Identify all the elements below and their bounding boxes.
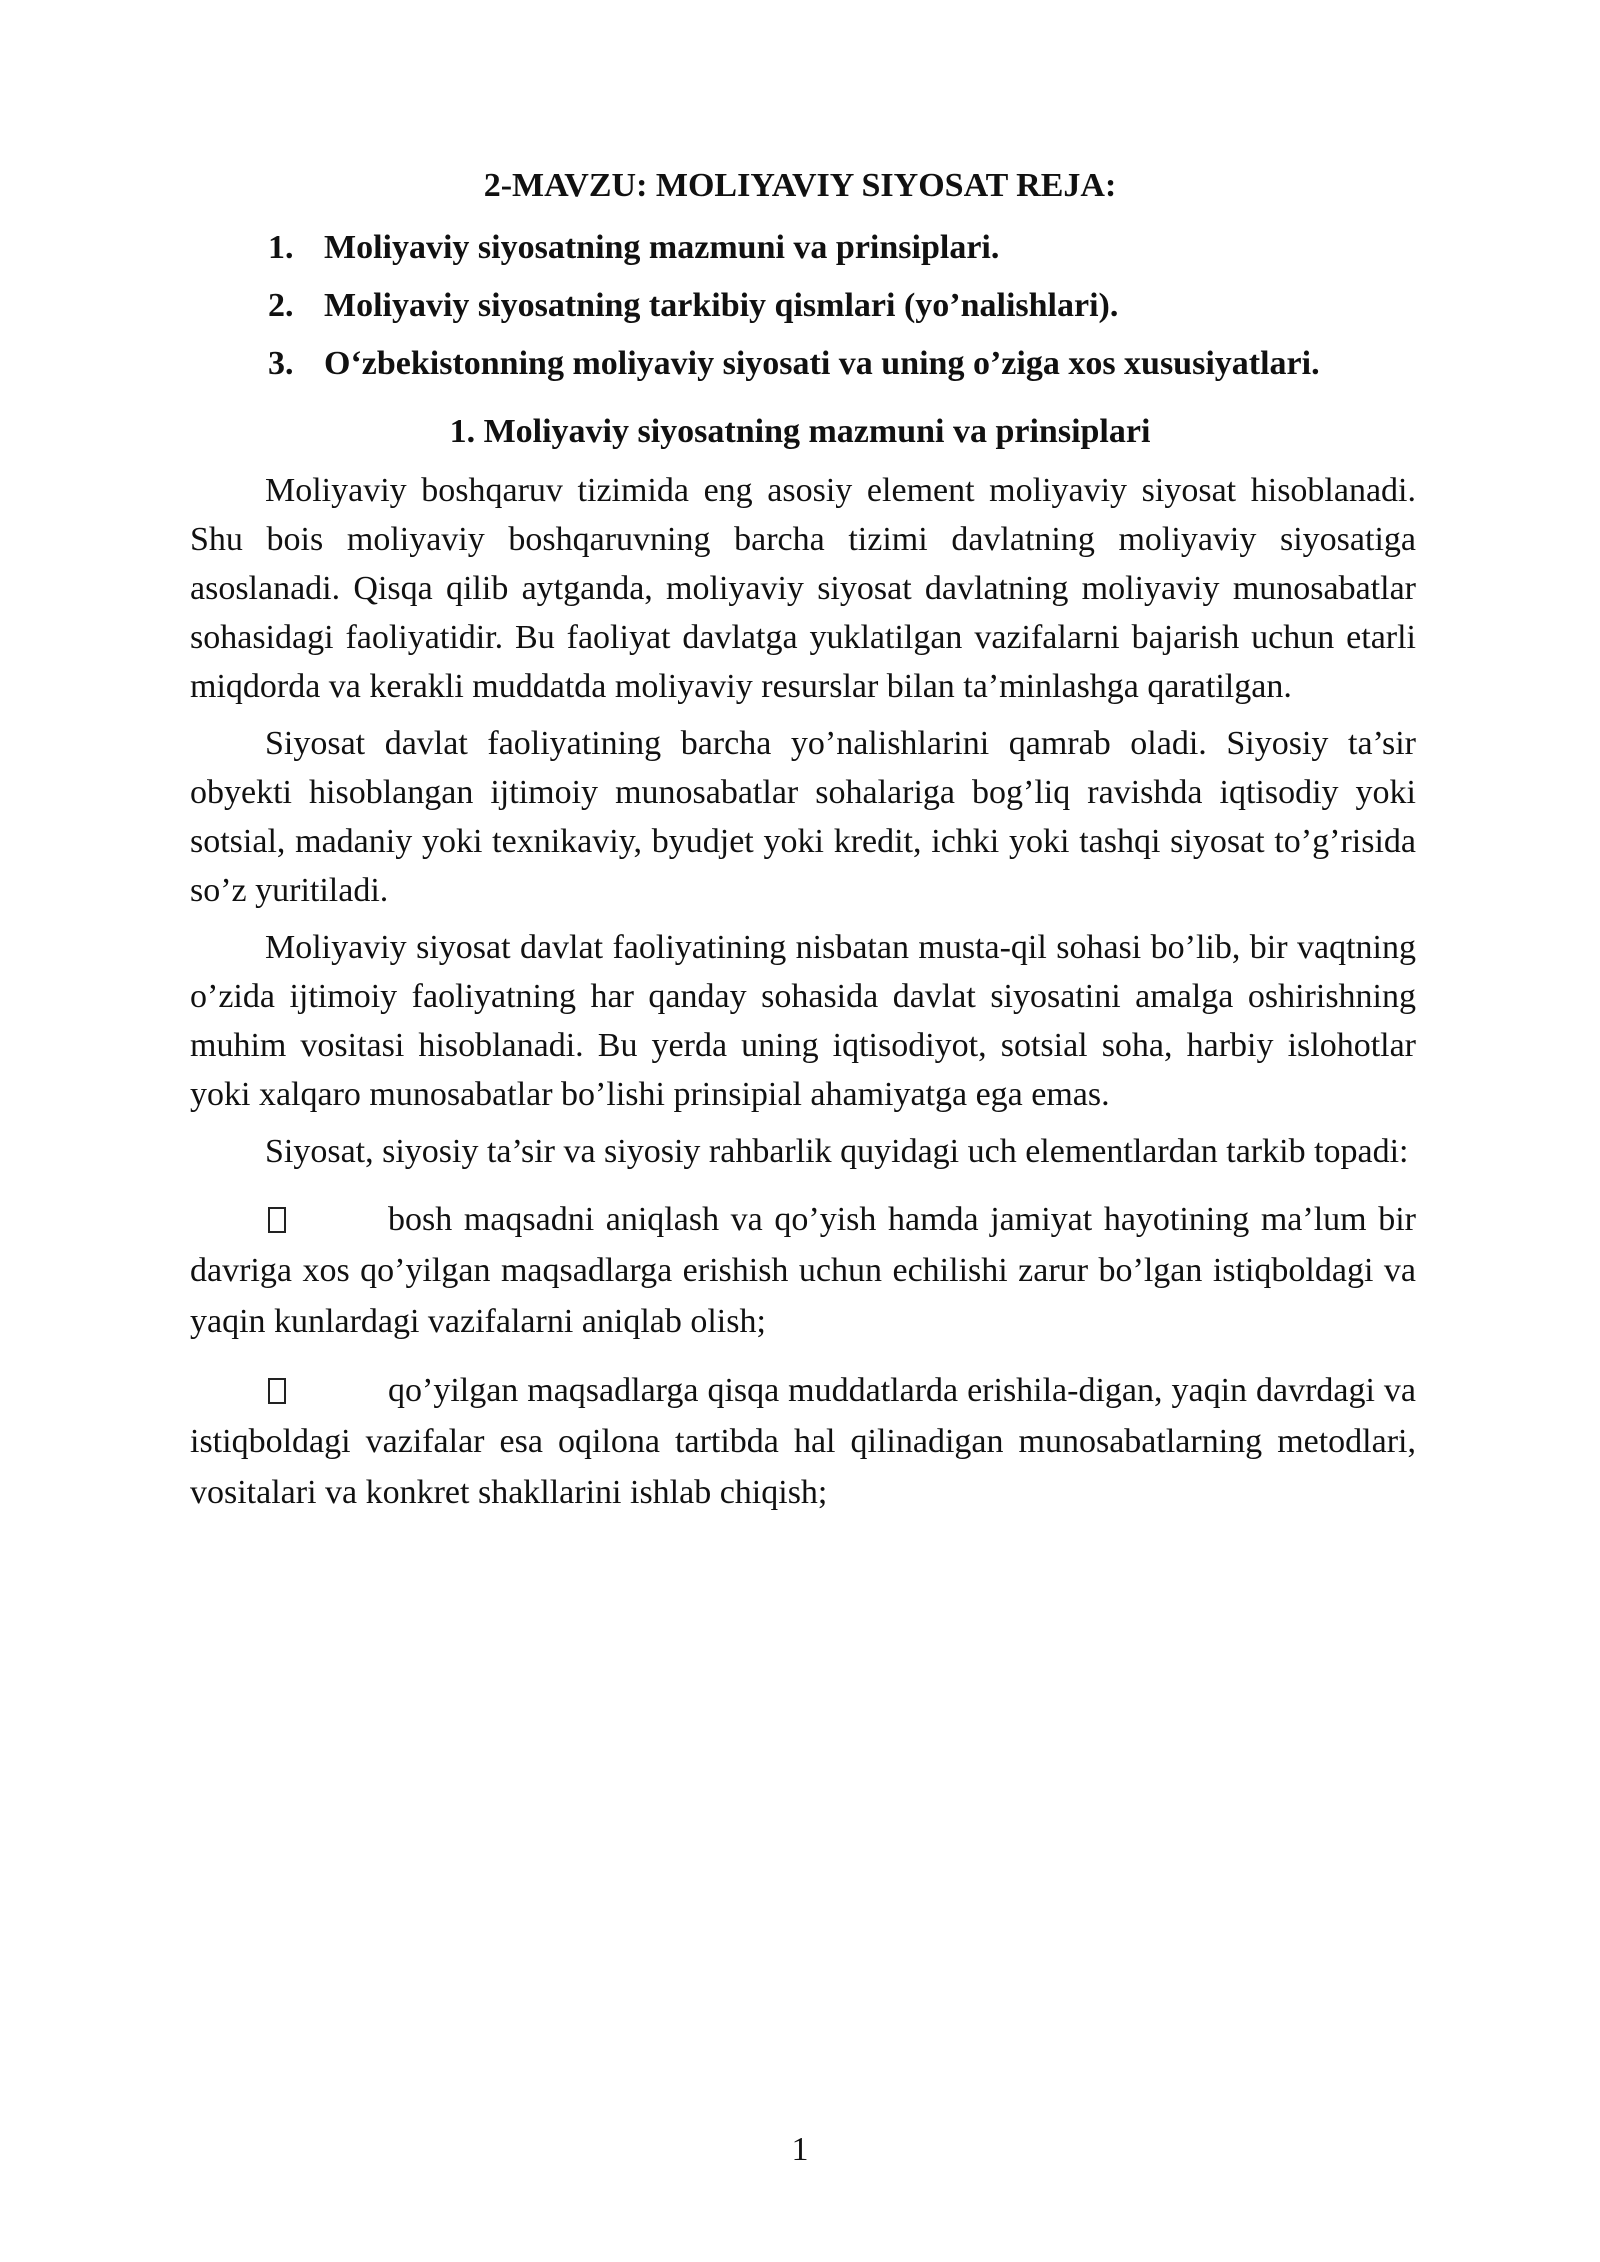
bullet-item: [190, 1365, 1416, 1518]
bullet-text: bosh maqsadni aniqlash va qo’yish hamda jamiyat hayotining ma’lum bir davriga xos qo’yilgan maqsadlarga erishish uchun echilishi zarur bo’lgan istiqboldagi va yaqin kunlardagi vazifalarni aniqlab olish;: [190, 1201, 1416, 1340]
page-title: 2-MAVZU: MOLIYAVIY SIYOSAT REJA:: [483, 167, 1117, 204]
plan-list: [268, 226, 1468, 400]
plan-item: [268, 226, 1468, 284]
body-text: [190, 466, 1416, 1532]
bullet-box-icon: [268, 1207, 286, 1233]
plan-item-text: Moliyaviy siyosatning tarkibiy qismlari (yo’nalishlari).: [324, 287, 1119, 324]
section-heading: 1. Moliyaviy siyosatning mazmuni va prinsiplari: [449, 413, 1151, 450]
paragraph: Siyosat, siyosiy ta’sir va siyosiy rahbarlik quyidagi uch elementlardan tarkib topadi:: [265, 1133, 1409, 1170]
page-number: 1: [791, 2131, 809, 2168]
plan-item-text: Moliyaviy siyosatning mazmuni va prinsiplari.: [324, 229, 1000, 266]
plan-item: [268, 342, 1468, 400]
bullet-item: [190, 1194, 1416, 1347]
bullet-box-icon: [268, 1378, 286, 1404]
bullet-text: qo’yilgan maqsadlarga qisqa muddatlarda erishila-digan, yaqin davrdagi va istiqboldagi vazifalar esa oqilona tartibda hal qilinadigan munosabatlarning metodlari, vositalari va konkret shakllarini ishlab chiqish;: [190, 1372, 1416, 1511]
plan-item-text: O‘zbekistonning moliyaviy siyosati va uning o’ziga xos xususiyatlari.: [324, 345, 1320, 382]
paragraph: Moliyaviy boshqaruv tizimida eng asosiy element moliyaviy siyosat hisoblanadi. Shu bois moliyaviy boshqaruvning barcha tizimi davlatning moliyaviy siyosatiga asoslanadi. Qisqa qilib aytganda, moliyaviy siyosat davlatning moliyaviy munosabatlar sohasidagi faoliyatidir. Bu faoliyat davlatga yuklatilgan vazifalarni bajarish uchun etarli miqdorda va kerakli muddatda moliyaviy resurslar bilan ta’minlashga qaratilgan.: [190, 472, 1416, 705]
plan-item-number: 3.: [268, 345, 294, 382]
paragraph: Moliyaviy siyosat davlat faoliyatining nisbatan musta-qil sohasi bo’lib, bir vaqtning o’zida ijtimoiy faoliyatning har qanday sohasida davlat siyosatini amalga oshirishning muhim vositasi hisoblanadi. Bu yerda uning iqtisodiyot, sotsial soha, harbiy islohotlar yoki xalqaro munosabatlar bo’lishi prinsipial ahamiyatga ega emas.: [190, 929, 1416, 1113]
plan-item: [268, 284, 1468, 342]
paragraph: Siyosat davlat faoliyatining barcha yo’nalishlarini qamrab oladi. Siyosiy ta’sir obyekti hisoblangan ijtimoiy munosabatlar sohalariga bog’liq ravishda iqtisodiy yoki sotsial, madaniy yoki texnikaviy, byudjet yoki kredit, ichki yoki tashqi siyosat to’g’risida so’z yuritiladi.: [190, 725, 1416, 909]
plan-item-number: 1.: [268, 229, 294, 266]
plan-item-number: 2.: [268, 287, 294, 324]
